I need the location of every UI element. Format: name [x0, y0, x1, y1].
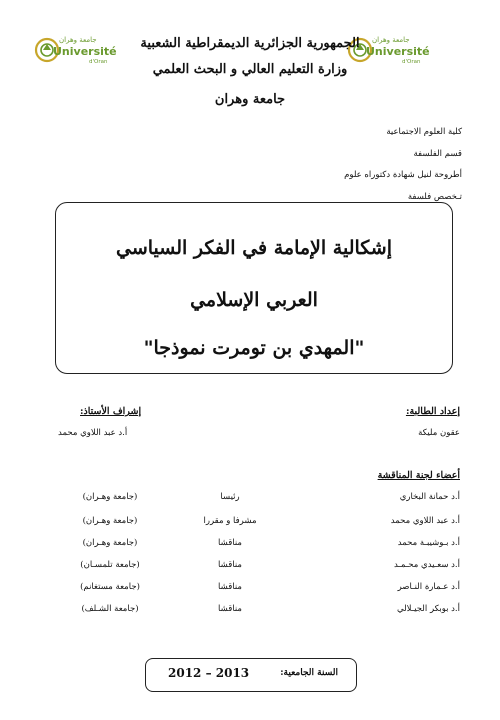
committee-member-name: أ.د عـمارة النـاصر	[397, 582, 460, 592]
committee-member-role: مناقشا	[218, 538, 242, 548]
committee-member-university: (جامعة وهـران)	[82, 492, 138, 502]
thesis-line: أطروحة لنيل شهادة دكتوراه علوم	[344, 170, 462, 180]
committee-label: أعضاء لجنة المناقشة	[377, 470, 460, 481]
committee-member-role: مناقشا	[218, 560, 242, 570]
header-university: جامعة وهران	[214, 92, 286, 107]
department-line: قسم الفلسفة	[413, 149, 462, 159]
committee-member-university: (جامعة الشـلف)	[81, 604, 139, 614]
committee-member-university: (جامعة وهـران)	[82, 538, 138, 548]
thesis-title-line-1: إشكالية الإمامة في الفكر السياسي	[116, 237, 392, 259]
committee-member-role: مشرفا و مقررا	[203, 516, 257, 526]
committee-member-role: رئيسا	[220, 492, 240, 502]
logo-sub-text: d'Oran	[402, 59, 421, 65]
thesis-title-line-2: العربي الإسلامي	[190, 289, 318, 311]
thesis-title-box	[55, 202, 453, 374]
supervisor-name: أ.د عبد اللاوي محمد	[58, 428, 128, 438]
committee-member-name: أ.د سعـيدي محـمـد	[393, 560, 460, 570]
specialty-line: تـخصص فلسفة	[407, 192, 462, 202]
student-name: عقون مليكة	[418, 428, 460, 438]
committee-member-name: أ.د عبد اللاوي محمد	[390, 516, 460, 526]
faculty-line: كلية العلوم الاجتماعية	[386, 127, 462, 137]
thesis-title-line-3: "المهدي بن تومرت نموذجا"	[143, 337, 365, 359]
committee-member-name: أ.د بـوشيبـة محمد	[397, 538, 460, 548]
logo-arabic-text: جامعة وهران	[372, 36, 410, 44]
committee-member-name: أ.د حمانة البخاري	[399, 492, 460, 502]
logo-french-text: Université	[366, 45, 430, 58]
committee-member-role: مناقشا	[218, 604, 242, 614]
header-ministry: وزارة التعليم العالي و البحث العلمي	[152, 62, 348, 77]
academic-year-label: السنة الجامعية:	[280, 668, 338, 678]
committee-member-name: أ.د بوبكر الجيـلالي	[397, 604, 460, 614]
committee-member-university: (جامعة مستغانم)	[80, 582, 140, 592]
academic-year-box	[145, 658, 357, 692]
committee-member-university: (جامعة وهـران)	[82, 516, 138, 526]
committee-member-university: (جامعة تلمسـان)	[80, 560, 140, 570]
logo-arabic-text: جامعة وهران	[59, 36, 97, 44]
logo-sub-text: d'Oran	[89, 59, 108, 65]
logo-french-text: Université	[53, 45, 117, 58]
student-label: إعداد الطالبة:	[405, 406, 460, 417]
header-republic: الجمهورية الجزائرية الديمقراطية الشعبية	[140, 36, 360, 51]
committee-member-role: مناقشا	[218, 582, 242, 592]
academic-year-value: 2012 – 2013	[168, 666, 250, 680]
supervisor-label: إشراف الأستاذ:	[80, 406, 142, 417]
